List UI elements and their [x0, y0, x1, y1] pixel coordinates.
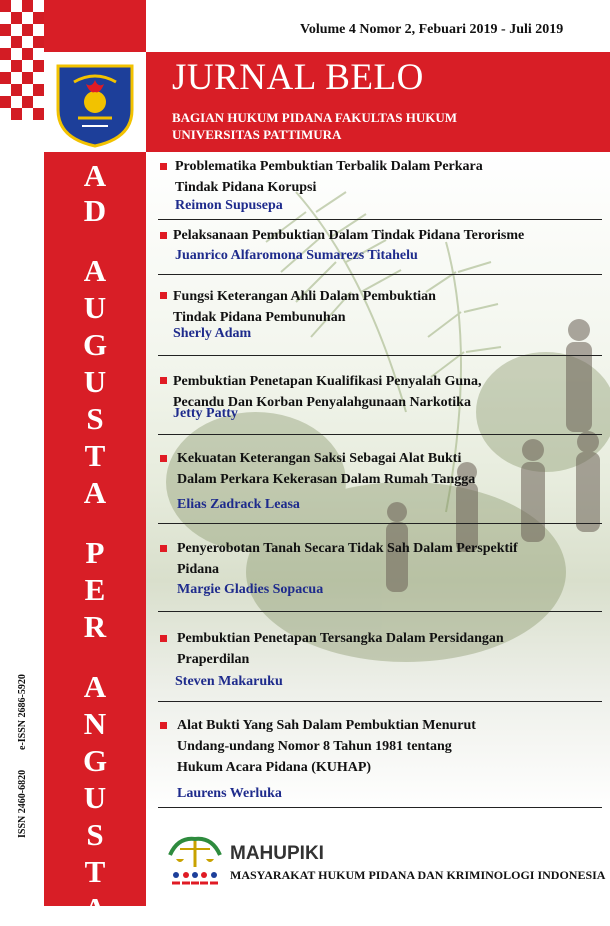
- divider: [158, 611, 602, 612]
- divider: [158, 523, 602, 524]
- vertical-letter: P: [85, 535, 105, 570]
- vertical-letter: U: [83, 780, 107, 815]
- article-title-line: Pembuktian Penetapan Kualifikasi Penyalah Guna,: [173, 374, 482, 389]
- logo-container: [44, 52, 146, 152]
- article-title-line: Fungsi Keterangan Ahli Dalam Pembuktian: [173, 289, 436, 304]
- divider: [158, 274, 602, 275]
- article-title-line: Penyerobotan Tanah Secara Tidak Sah Dalam Perspektif: [177, 541, 518, 556]
- issn-online: e-ISSN 2686-5920: [17, 674, 28, 750]
- vertical-letter: T: [84, 438, 106, 473]
- journal-title: JURNAL BELO: [172, 57, 424, 98]
- article-title: [173, 225, 524, 246]
- article-author: Steven Makaruku: [175, 674, 283, 689]
- divider: [158, 807, 602, 808]
- divider: [158, 219, 602, 220]
- journal-subtitle-line: BAGIAN HUKUM PIDANA FAKULTAS HUKUM: [172, 110, 458, 125]
- bullet-icon: [160, 292, 167, 299]
- article-title: [175, 156, 483, 198]
- article-author: Jetty Patty: [173, 406, 238, 421]
- vertical-letter: A: [83, 475, 107, 510]
- university-logo-icon: [44, 52, 146, 152]
- article-title: [177, 715, 476, 778]
- article-title: [177, 538, 518, 580]
- divider: [158, 434, 602, 435]
- vertical-letter: E: [84, 572, 106, 607]
- vertical-letter: T: [84, 854, 106, 889]
- vertical-letter: R: [83, 609, 107, 644]
- issn-print: ISSN 2460-6820: [17, 769, 28, 838]
- divider: [158, 701, 602, 702]
- article-title-line: Pembuktian Penetapan Tersangka Dalam Persidangan: [177, 631, 504, 646]
- article-author: Elias Zadrack Leasa: [177, 497, 300, 512]
- article-author: Laurens Werluka: [177, 786, 282, 801]
- bullet-icon: [160, 722, 167, 729]
- article-author: Reimon Supusepa: [175, 198, 283, 213]
- divider: [158, 355, 602, 356]
- article-title-line: Tindak Pidana Pembunuhan: [173, 310, 346, 325]
- org-full-name: MASYARAKAT HUKUM PIDANA DAN KRIMINOLOGI INDONESIA: [230, 868, 606, 882]
- vertical-letter: A: [83, 158, 107, 193]
- journal-subtitle: [172, 109, 457, 143]
- vertical-letter: U: [83, 290, 107, 325]
- article-title-line: Tindak Pidana Korupsi: [175, 180, 317, 195]
- bullet-icon: [160, 455, 167, 462]
- article-title-line: Alat Bukti Yang Sah Dalam Pembuktian Menurut: [177, 718, 476, 733]
- article-title-line: Hukum Acara Pidana (KUHAP): [177, 760, 372, 775]
- vertical-letter: D: [83, 193, 107, 228]
- article-author: Sherly Adam: [173, 326, 252, 341]
- vertical-letter: A: [83, 669, 107, 704]
- article-title: [173, 286, 436, 328]
- article-title-line: Praperdilan: [177, 652, 250, 667]
- vertical-letter: N: [83, 706, 107, 741]
- volume-line: Volume 4 Nomor 2, Febuari 2019 - Juli 2019: [300, 22, 564, 37]
- article-title: [177, 448, 475, 490]
- article-author: Margie Gladies Sopacua: [177, 582, 324, 597]
- article-title: [177, 628, 504, 670]
- bullet-icon: [160, 163, 167, 170]
- vertical-letter: G: [82, 327, 108, 362]
- vertical-letter: A: [83, 253, 107, 288]
- bullet-icon: [160, 635, 167, 642]
- article-title-line: Problematika Pembuktian Terbalik Dalam Perkara: [175, 159, 483, 174]
- vertical-letter: A: [83, 891, 107, 926]
- article-title-line: Pecandu Dan Korban Penyalahgunaan Narkotika: [173, 395, 471, 410]
- vertical-letter: U: [83, 364, 107, 399]
- article-title-line: Pelaksanaan Pembuktian Dalam Tindak Pidana Terorisme: [173, 228, 525, 243]
- vertical-letter: G: [82, 743, 108, 778]
- article-title-line: Undang-undang Nomor 8 Tahun 1981 tentang: [177, 739, 452, 754]
- article-author: Juanrico Alfaromona Sumarezs Titahelu: [175, 248, 418, 263]
- vertical-letter: S: [86, 401, 104, 436]
- article-title-line: Kekuatan Keterangan Saksi Sebagai Alat Bukti: [177, 451, 462, 466]
- mahupiki-logo-icon: [164, 833, 226, 885]
- article-title-line: Pidana: [177, 562, 220, 577]
- checker-pattern: [0, 0, 44, 120]
- vertical-letter: S: [86, 817, 104, 852]
- article-title-line: Dalam Perkara Kekerasan Dalam Rumah Tangga: [177, 472, 476, 487]
- bullet-icon: [160, 377, 167, 384]
- bullet-icon: [160, 545, 167, 552]
- bullet-icon: [160, 232, 167, 239]
- journal-subtitle-line: UNIVERSITAS PATTIMURA: [172, 127, 342, 142]
- org-name: MAHUPIKI: [230, 843, 324, 864]
